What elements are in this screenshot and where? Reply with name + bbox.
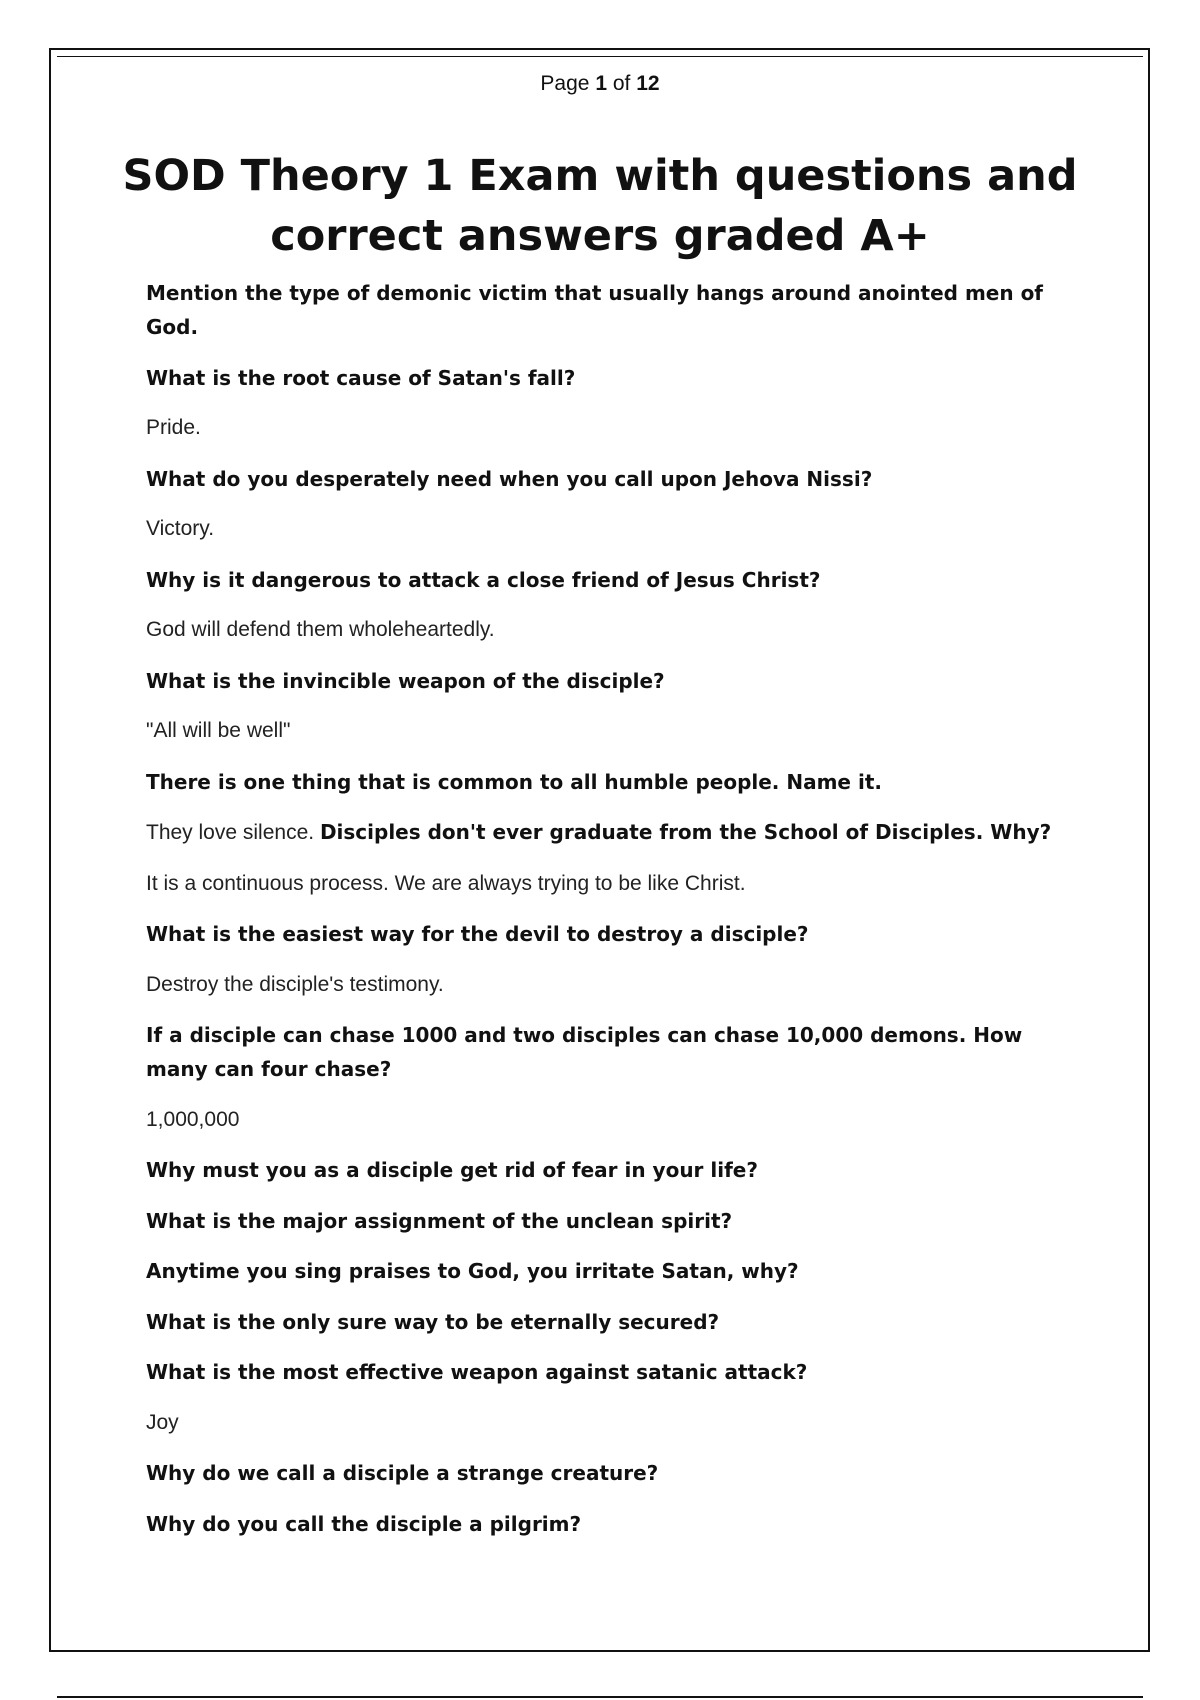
question-text: Mention the type of demonic victim that usually hangs around anointed men of God. <box>146 281 1044 339</box>
page-prefix: Page <box>540 72 590 95</box>
answer-text: Destroy the disciple's testimony. <box>146 972 444 996</box>
question-text: What do you desperately need when you call upon Jehova Nissi? <box>146 466 873 491</box>
answer-text: God will defend them wholeheartedly. <box>146 618 495 641</box>
question-text: What is the most effective weapon against satanic attack? <box>146 1360 808 1384</box>
page-bottom-rule <box>57 1696 1143 1698</box>
question-text: What is the invincible weapon of the disciple? <box>146 668 665 693</box>
question-text: Anytime you sing praises to God, you irritate Satan, why? <box>146 1259 799 1283</box>
question-text: What is the only sure way to be eternally secured? <box>146 1309 720 1334</box>
question-text: What is the major assignment of the unclean spirit? <box>146 1208 733 1233</box>
page-indicator <box>0 72 1200 96</box>
page-total: 12 <box>636 72 660 95</box>
answer-text: 1,000,000 <box>146 1107 240 1131</box>
qa-list <box>146 276 1066 1557</box>
question-text: Disciples don't ever graduate from the School of Disciples. Why? <box>319 820 1052 844</box>
answer-text: Joy <box>146 1410 179 1434</box>
question-text: Why do we call a disciple a strange creature? <box>146 1461 659 1485</box>
question-text: Why do you call the disciple a pilgrim? <box>146 1511 582 1536</box>
page-current: 1 <box>595 72 607 95</box>
question-text: If a disciple can chase 1000 and two disciples can chase 10,000 demons. How many can four chase? <box>146 1023 1023 1081</box>
qa-mixed-line <box>146 815 1066 850</box>
answer-text: Pride. <box>146 416 201 439</box>
page-top-rule <box>57 56 1143 57</box>
question-text: What is the root cause of Satan's fall? <box>146 365 576 390</box>
page-of: of <box>612 72 631 95</box>
answer-text: It is a continuous process. We are always trying to be like Christ. <box>146 871 746 895</box>
document-title: SOD Theory 1 Exam with questions and correct answers graded A+ <box>122 151 1078 261</box>
answer-text: They love silence. <box>146 821 315 844</box>
answer-text: Victory. <box>146 517 215 540</box>
question-text: What is the easiest way for the devil to destroy a disciple? <box>146 922 809 946</box>
question-text: There is one thing that is common to all humble people. Name it. <box>146 769 882 794</box>
answer-text: "All will be well" <box>146 719 291 742</box>
question-text: Why must you as a disciple get rid of fear in your life? <box>146 1158 758 1182</box>
question-text: Why is it dangerous to attack a close friend of Jesus Christ? <box>146 567 821 592</box>
